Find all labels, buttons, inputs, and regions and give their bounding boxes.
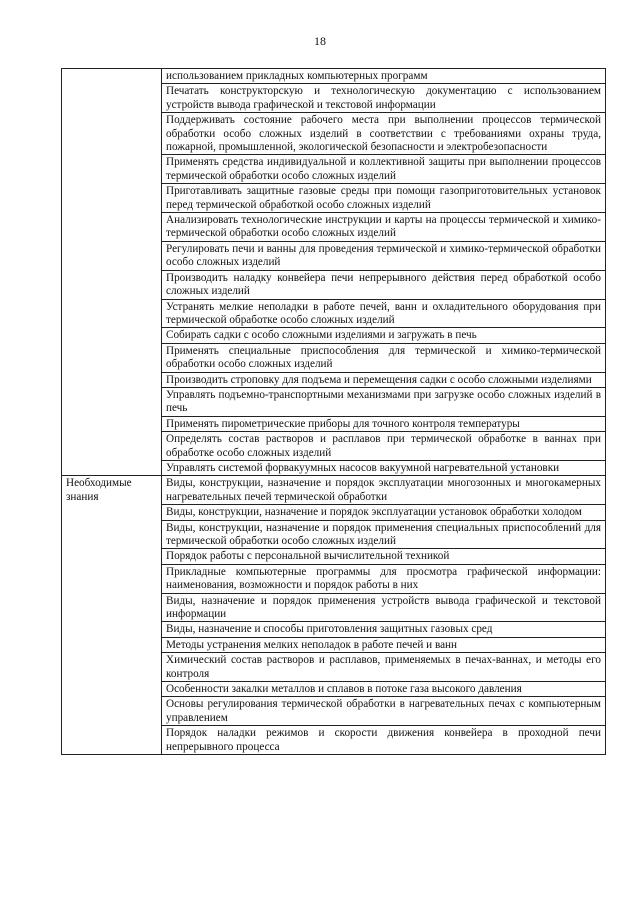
table-cell: Печатать конструкторскую и технологическую документацию с использованием устройств вывода графической и текстовой информации (162, 84, 606, 113)
table-cell: Порядок наладки режимов и скорости движения конвейера в проходной печи непрерывного процесса (162, 726, 606, 755)
table-cell: Устранять мелкие неполадки в работе печей, ванн и охладительного оборудования при термической обработке особо сложных изделий (162, 299, 606, 328)
requirements-table (61, 68, 606, 755)
table-cell: Приготавливать защитные газовые среды при помощи газоприготовительных установок перед термической обработкой особо сложных изделий (162, 184, 606, 213)
table-cell: Применять средства индивидуальной и коллективной защиты при выполнении процессов термической обработки особо сложных изделий (162, 155, 606, 184)
table-cell: Производить наладку конвейера печи непрерывного действия перед обработкой особо сложных изделий (162, 270, 606, 299)
skills-label-cell (62, 69, 162, 476)
table-cell: Виды, назначение и порядок применения устройств вывода графической и текстовой информации (162, 593, 606, 622)
table-cell: Применять специальные приспособления для термической и химико-термической обработки особо сложных изделий (162, 343, 606, 372)
table-cell: Определять состав растворов и расплавов при термической обработке в ваннах при обработке особо сложных изделий (162, 432, 606, 461)
table-cell: Виды, конструкции, назначение и порядок применения специальных приспособлений для термической обработки особо сложных изделий (162, 520, 606, 549)
table-cell: Поддерживать состояние рабочего места при выполнении процессов термической обработки особо сложных изделий в соответствии с требованиями охраны труда, пожарной, промышленной, экологической безопасности и электробезопасности (162, 113, 606, 155)
table-cell: Виды, конструкции, назначение и порядок эксплуатации установок обработки холодом (162, 505, 606, 520)
table-cell: Основы регулирования термической обработки в нагревательных печах с компьютерным управлением (162, 697, 606, 726)
table-row (62, 476, 606, 505)
table-cell: Виды, конструкции, назначение и порядок эксплуатации многозонных и многокамерных нагревательных печей термической обработки (162, 476, 606, 505)
table-cell: Регулировать печи и ванны для проведения термической и химико-термической обработки особо сложных изделий (162, 241, 606, 270)
table-cell: Собирать садки с особо сложными изделиями и загружать в печь (162, 328, 606, 343)
table-cell: Анализировать технологические инструкции и карты на процессы термической и химико-термической обработки особо сложных изделий (162, 213, 606, 242)
page-number: 18 (314, 34, 326, 48)
table-cell: Виды, назначение и способы приготовления защитных газовых сред (162, 622, 606, 637)
table-row (62, 69, 606, 84)
table-cell: Управлять подъемно-транспортными механизмами при загрузке особо сложных изделий в печь (162, 387, 606, 416)
table-cell: Управлять системой форвакуумных насосов вакуумной нагревательной установки (162, 460, 606, 475)
knowledge-label-cell: Необходимые знания (62, 476, 162, 755)
table-cell: Прикладные компьютерные программы для просмотра графической информации: наименования, возможности и порядок работы в них (162, 564, 606, 593)
table-cell: использованием прикладных компьютерных программ (162, 69, 606, 84)
table-cell: Методы устранения мелких неполадок в работе печей и ванн (162, 637, 606, 652)
table-cell: Особенности закалки металлов и сплавов в потоке газа высокого давления (162, 682, 606, 697)
table-cell: Химический состав растворов и расплавов, применяемых в печах-ваннах, и методы его контроля (162, 653, 606, 682)
table-cell: Применять пирометрические приборы для точного контроля температуры (162, 416, 606, 431)
table-cell: Производить строповку для подъема и перемещения садки с особо сложными изделиями (162, 372, 606, 387)
table-cell: Порядок работы с персональной вычислительной техникой (162, 549, 606, 564)
